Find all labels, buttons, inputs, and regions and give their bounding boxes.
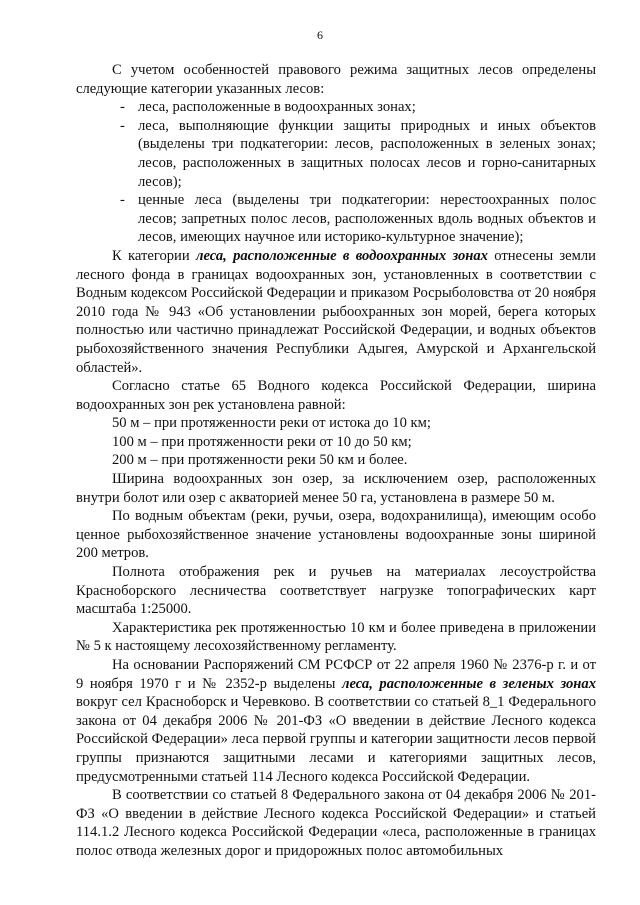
paragraph-mapping: Полнота отображения рек и ручьев на материалах лесоустройства Красноборского лесничества соответствует нагрузке топографических карт масштаба 1:25000. — [76, 564, 596, 618]
emphasis-term: леса, расположенные в зеленых зонах — [342, 675, 596, 692]
list-item-text: леса, расположенные в водоохранных зонах; — [138, 99, 416, 116]
paragraph-text: К категории — [112, 247, 196, 264]
list-item — [76, 98, 596, 117]
document-body — [76, 61, 596, 861]
list-item-text: леса, выполняющие функции защиты природных и иных объектов (выделены три подкатегории: лесов, расположенных в зеленых зонах; лесов, расположенных в защитных полосах лесов и горно-санитарных лесов); — [138, 117, 596, 190]
width-rule: 200 м – при протяженности реки 50 км и более. — [112, 452, 408, 469]
category-list — [76, 98, 596, 247]
paragraph-text: отнесены земли лесного фонда в границах водоохранных зон, установленных в соответствии с Водным кодексом Российской Федерации и приказом Росрыболовства от 20 ноября 2010 года № 943 «Об установлении рыбоохранных зон морей, берега которых полностью или частично принадлежат Российской Федерации, и водных объектов рыбохозяйственного значения Республики Адыгея, Амурской и Архангельской областей». — [76, 247, 596, 376]
page-number: 6 — [317, 28, 323, 42]
paragraph-appendix: Характеристика рек протяженностью 10 км и более приведена в приложении № 5 к настоящему лесохозяйственному регламенту. — [76, 619, 596, 655]
width-rule: 50 м – при протяженности реки от истока до 10 км; — [112, 415, 431, 432]
width-rule: 100 м – при протяженности реки от 10 до 50 км; — [112, 433, 412, 450]
list-item — [76, 191, 596, 247]
list-item — [76, 117, 596, 191]
paragraph-green-zones — [76, 656, 596, 786]
paragraph-text: На основании Распоряжений СМ РСФСР от 22 апреля 1960 № 2376-р г. и от 9 ноября 1970 г и № 2352-р выделены — [76, 657, 596, 692]
paragraph-text: вокруг сел Красноборск и Черевково. В соответствии со статьей 8_1 Федерального закона от 04 декабря 2006 № 201-ФЗ «О введении в действие Лесного кодекса Российской Федерации» леса первой группы и категории защитности лесов первой группы признаются защитными лесами и категориями защитных лесов, предусмотренными статьей 114 Лесного кодекса Российской Федерации. — [76, 694, 596, 785]
dash-marker: - — [120, 117, 125, 134]
list-item-text: ценные леса (выделены три подкатегории: нерестоохранных полос лесов; запретных полос лесов, расположенных вдоль водных объектов и лесов, имеющих научное или историко-культурное значение); — [138, 192, 596, 246]
paragraph-article-65: Согласно статье 65 Водного кодекса Российской Федерации, ширина водоохранных зон рек установлена равной: — [76, 378, 596, 413]
paragraph-intro: С учетом особенностей правового режима защитных лесов определены следующие категории указанных лесов: — [76, 62, 596, 97]
emphasis-term: леса, расположенные в водоохранных зонах — [195, 247, 488, 264]
paragraph-article-8: В соответствии со статьей 8 Федерального закона от 04 декабря 2006 № 201-ФЗ «О введении в действие Лесного кодекса Российской Федерации» и статьей 114.1.2 Лесного кодекса Российской Федерации «леса, расположенные в границах полос отвода железных дорог и придорожных полос автомобильных — [76, 787, 596, 859]
dash-marker: - — [120, 192, 125, 209]
paragraph-fishery: По водным объектам (реки, ручьи, озера, водохранилища), имеющим особо ценное рыбохозяйственное значение установлены водоохранные зоны шириной 200 метров. — [76, 508, 596, 562]
dash-marker: - — [120, 99, 125, 116]
paragraph-lakes: Ширина водоохранных зон озер, за исключением озер, расположенных внутри болот или озер с акваторией менее 50 га, установлена в размере 50 м. — [76, 471, 596, 506]
paragraph-water-protection — [76, 247, 596, 377]
